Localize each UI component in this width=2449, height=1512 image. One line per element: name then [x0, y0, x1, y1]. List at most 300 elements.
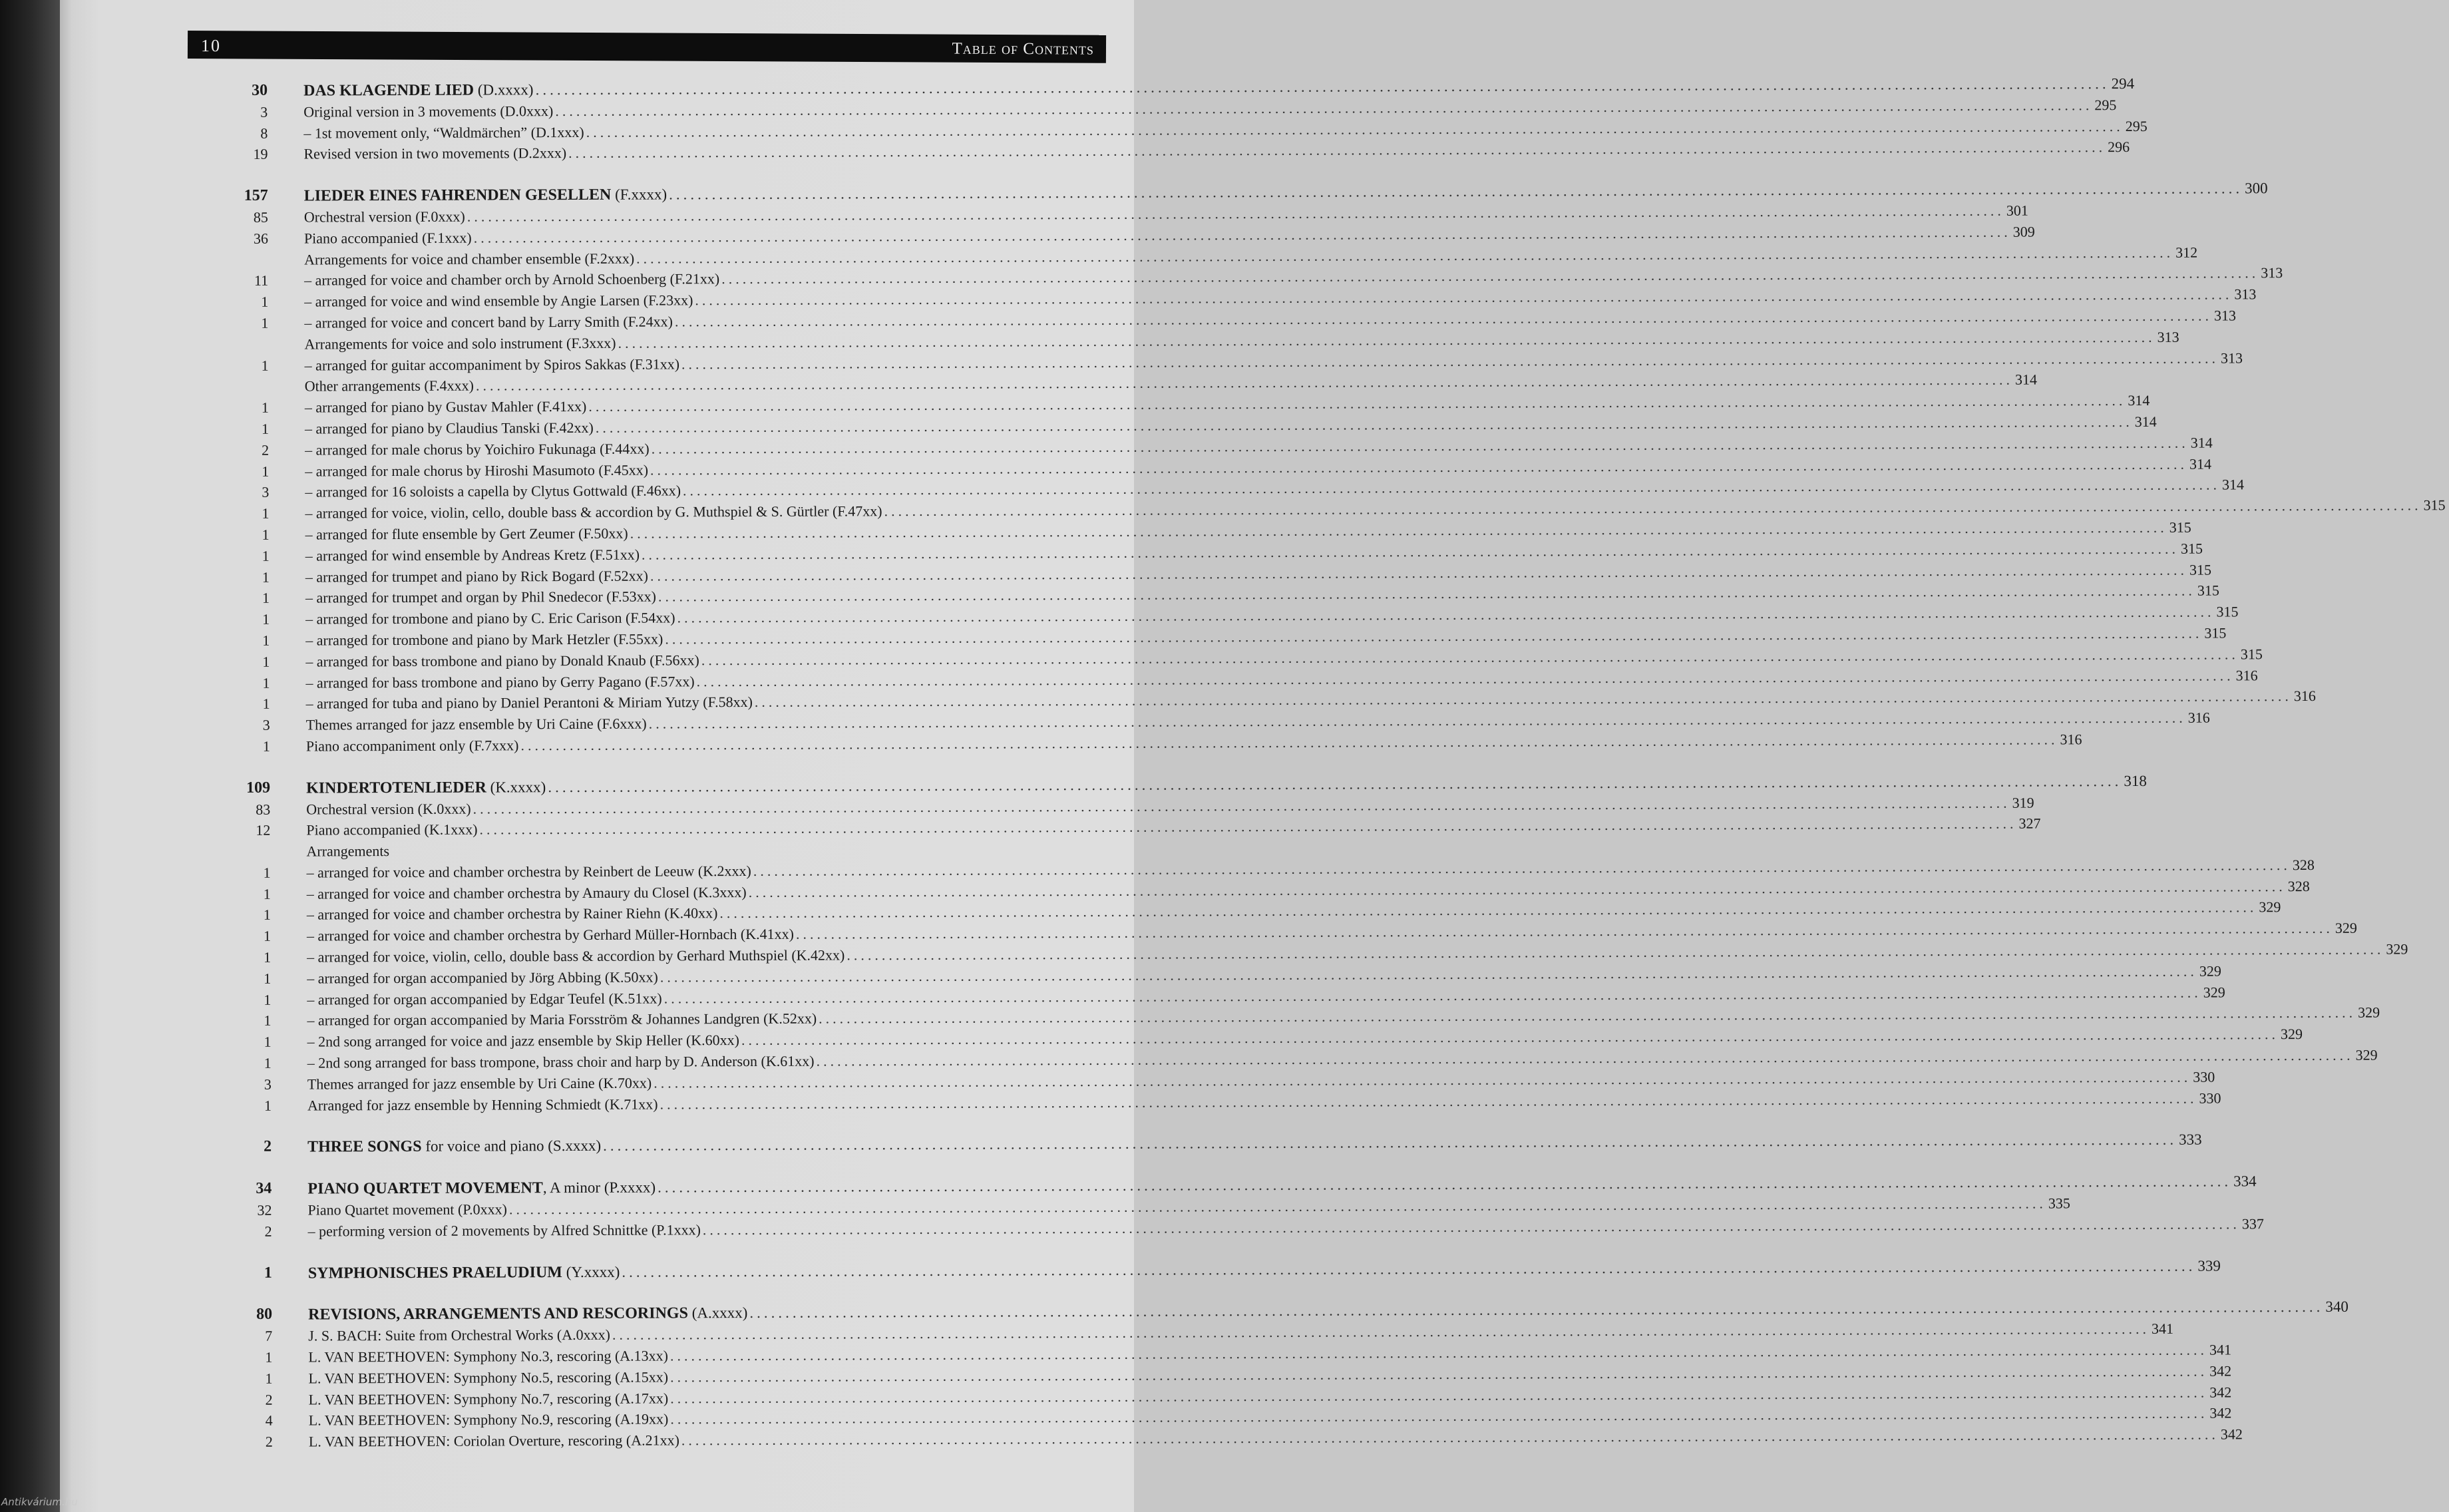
entry-count: 1 — [262, 632, 270, 649]
entry-line — [308, 1341, 2231, 1368]
toc-section-heading — [230, 1131, 2202, 1158]
entry-count: 2 — [265, 1433, 273, 1451]
dot-leader: ............................................................................................................................................................................................................................ — [555, 96, 2093, 119]
entry-line — [305, 561, 2211, 588]
entry-text — [307, 945, 845, 968]
dot-leader: ............................................................................................................................................................................................................................ — [654, 1068, 2191, 1091]
entry-description: Other arrangements (F.4xxx) — [304, 377, 474, 395]
entry-count: 1 — [264, 1012, 272, 1030]
dot-leader: ............................................................................................................................................................................................................................ — [650, 455, 2188, 478]
entry-line — [304, 413, 2157, 439]
entry-page-number: 314 — [2221, 476, 2245, 493]
entry-description: Piano accompanied (F.1xxx) — [303, 229, 472, 247]
entry-count: 1 — [262, 695, 270, 713]
entry-description: J. S. BACH: Suite from Orchestral Works (A.0xxx) — [308, 1326, 610, 1344]
toc-entry — [230, 940, 2408, 968]
dot-leader: ............................................................................................................................................................................................................................ — [603, 1131, 2177, 1155]
toc-entry — [227, 264, 2283, 291]
dot-leader: ............................................................................................................................................................................................................................ — [741, 1026, 2279, 1049]
entry-page-number: 313 — [2157, 328, 2179, 345]
entry-text — [304, 184, 667, 208]
entry-count: 1 — [262, 526, 270, 543]
entry-page-number: 329 — [2335, 919, 2357, 937]
entry-description: Arrangements for voice and solo instrument (F.3xxx) — [304, 334, 616, 353]
entry-description: Arrangements — [306, 843, 390, 860]
entry-page-number: 313 — [2220, 349, 2243, 367]
toc-entry — [230, 919, 2357, 947]
toc-entry — [230, 1046, 2378, 1073]
entry-text — [308, 1219, 701, 1242]
entry-text — [309, 1409, 669, 1431]
entry-title: LIEDER EINES FAHRENDEN GESELLEN — [303, 186, 612, 205]
entry-text — [307, 1093, 658, 1116]
entry-text — [307, 1030, 739, 1052]
toc-entry — [228, 624, 2227, 651]
dot-leader: ............................................................................................................................................................................................................................ — [475, 371, 2014, 394]
entry-line — [305, 666, 2258, 693]
entry-line — [306, 877, 2310, 904]
dot-leader: ............................................................................................................................................................................................................................ — [467, 202, 2004, 225]
entry-line — [303, 96, 2117, 122]
dot-leader: ............................................................................................................................................................................................................................ — [670, 1405, 2208, 1427]
dot-leader: ............................................................................................................................................................................................................................ — [753, 856, 2291, 879]
toc-entry — [229, 794, 2034, 820]
entry-count: 109 — [246, 779, 271, 797]
entry-text — [304, 289, 693, 312]
entry-text — [308, 1302, 747, 1326]
toc-entry — [227, 307, 2236, 333]
section-gap — [230, 1113, 1043, 1137]
entry-line — [304, 349, 2243, 376]
entry-count: 1 — [262, 674, 270, 691]
entry-count: 34 — [256, 1179, 272, 1198]
dot-leader: ............................................................................................................................................................................................................................ — [568, 138, 2106, 162]
dot-leader: ............................................................................................................................................................................................................................ — [819, 1004, 2356, 1028]
entry-page-number: 312 — [2175, 244, 2198, 261]
entry-line — [307, 1004, 2380, 1032]
toc-section-heading — [230, 1173, 2257, 1200]
toc-section-heading — [231, 1298, 2349, 1326]
entry-page-number: 330 — [2193, 1068, 2215, 1085]
toc-entry — [229, 815, 2041, 841]
entry-page-number: 339 — [2197, 1257, 2221, 1274]
entry-text — [304, 206, 465, 228]
entry-count: 2 — [264, 1138, 272, 1156]
entry-line — [305, 709, 2210, 735]
entry-page-number: 315 — [2204, 624, 2227, 642]
entry-text — [305, 608, 675, 630]
entry-text — [307, 1135, 601, 1158]
toc-entry — [232, 1384, 2232, 1410]
toc-entry — [229, 838, 1042, 862]
entry-text — [306, 777, 546, 799]
entry-text — [306, 798, 471, 820]
dot-leader: ............................................................................................................................................................................................................................ — [682, 476, 2221, 499]
entry-description: – 2nd song arranged for bass trompone, brass choir and harp by D. Anderson (K.61xx) — [307, 1052, 815, 1071]
entry-text — [307, 1072, 652, 1095]
entry-text — [307, 924, 794, 947]
entry-page-number: 319 — [2012, 794, 2034, 811]
entry-text — [307, 1051, 815, 1074]
entry-text — [307, 966, 658, 989]
toc-entry — [231, 1362, 2232, 1389]
entry-line — [307, 1131, 2202, 1159]
entry-line — [306, 815, 2041, 841]
entry-count: 1 — [265, 1370, 273, 1387]
entry-description: – arranged for male chorus by Hiroshi Masumoto (F.45xx) — [305, 461, 649, 480]
entry-text — [305, 671, 694, 693]
dot-leader: ............................................................................................................................................................................................................................ — [648, 709, 2186, 732]
entry-description: – arranged for voice and chamber orchestra by Reinbert de Leeuw (K.2xxx) — [306, 862, 751, 881]
entry-page-number: 316 — [2235, 666, 2258, 683]
entry-page-number: 313 — [2261, 264, 2283, 282]
dot-leader: ............................................................................................................................................................................................................................ — [473, 223, 2011, 246]
entry-line — [304, 328, 2179, 355]
dot-leader: ............................................................................................................................................................................................................................ — [665, 624, 2203, 648]
entry-description: Orchestral version (F.0xxx) — [303, 208, 465, 226]
watermark: Antikvárium.hu — [1, 1496, 78, 1508]
entry-text — [304, 269, 719, 291]
entry-count: 83 — [256, 801, 271, 818]
entry-page-number: 341 — [2209, 1341, 2231, 1358]
dot-leader: ............................................................................................................................................................................................................................ — [669, 180, 2243, 203]
entry-page-number: 329 — [2203, 984, 2225, 1001]
toc-entry — [230, 984, 2225, 1010]
entry-text — [307, 1008, 817, 1032]
toc-entry — [231, 1215, 2264, 1242]
dot-leader: ............................................................................................................................................................................................................................ — [721, 264, 2259, 287]
toc-entry — [228, 561, 2211, 588]
entry-text — [305, 353, 679, 376]
toc-entry — [230, 898, 2281, 926]
entry-page-number: 300 — [2245, 180, 2268, 197]
entry-count: 1 — [264, 1097, 272, 1114]
entry-page-number: 314 — [2134, 413, 2157, 430]
book-spine — [0, 0, 60, 1512]
entry-text — [306, 713, 647, 736]
entry-page-number: 330 — [2199, 1089, 2221, 1107]
entry-line — [307, 1026, 2303, 1053]
dot-leader: ............................................................................................................................................................................................................................ — [630, 518, 2167, 542]
toc-entry — [228, 392, 2150, 418]
dot-leader: ............................................................................................................................................................................................................................ — [719, 898, 2257, 922]
entry-description: – arranged for trumpet and organ by Phil Snedecor (F.53xx) — [305, 588, 656, 606]
dot-leader: ............................................................................................................................................................................................................................ — [681, 349, 2219, 372]
entry-text — [307, 882, 747, 904]
entry-text — [305, 500, 882, 524]
entry-line — [308, 1384, 2232, 1410]
entry-count: 12 — [256, 822, 271, 839]
entry-count: 1 — [264, 948, 272, 966]
toc-entry — [228, 476, 2245, 503]
entry-page-number: 315 — [2180, 540, 2203, 557]
dot-leader: ............................................................................................................................................................................................................................ — [674, 307, 2212, 330]
entry-line — [307, 962, 2221, 989]
entry-description: – arranged for voice, violin, cello, double bass & accordion by G. Muthspiel & S. Gürtler (F.47xx) — [305, 502, 882, 522]
toc-entry — [230, 1026, 2303, 1053]
entry-description: – arranged for organ accompanied by Maria Forsström & Johannes Landgren (K.52xx) — [307, 1010, 817, 1030]
toc-section-heading — [231, 1257, 2221, 1284]
entry-line — [305, 496, 2446, 524]
dot-leader: ............................................................................................................................................................................................................................ — [650, 561, 2188, 584]
entry-text — [307, 860, 751, 883]
toc-entry — [232, 1404, 2232, 1431]
toc-entry — [230, 877, 2310, 904]
table-of-contents — [226, 75, 2446, 1453]
entry-page-number: 314 — [2190, 434, 2213, 451]
toc-entry — [229, 687, 2316, 715]
entry-text — [305, 523, 628, 546]
toc-entry — [227, 223, 2035, 249]
entry-count: 2 — [264, 1223, 272, 1240]
entry-count: 36 — [253, 230, 268, 247]
entry-line — [304, 307, 2236, 333]
entry-description: – arranged for piano by Claudius Tanski (F.42xx) — [304, 419, 594, 437]
section-gap — [226, 162, 1039, 186]
entry-count: 2 — [262, 441, 270, 459]
entry-page-number: 329 — [2199, 962, 2221, 980]
entry-page-number: 342 — [2220, 1425, 2243, 1443]
entry-description: – arranged for guitar accompaniment by Spiros Sakkas (F.31xx) — [304, 355, 680, 374]
entry-description: L. VAN BEETHOVEN: Coriolan Overture, rescoring (A.21xx) — [308, 1431, 679, 1450]
entry-text — [305, 417, 594, 439]
entry-line — [307, 1089, 2221, 1116]
entry-page-number: 329 — [2386, 940, 2408, 958]
entry-line — [306, 838, 1042, 862]
toc-entry — [228, 666, 2258, 693]
entry-count: 7 — [265, 1327, 273, 1345]
entry-text — [309, 1430, 679, 1453]
entry-text — [305, 544, 640, 566]
dot-leader: ............................................................................................................................................................................................................................ — [749, 1298, 2324, 1322]
dot-leader: ............................................................................................................................................................................................................................ — [670, 1362, 2208, 1386]
entry-line — [308, 1404, 2232, 1431]
entry-page-number: 295 — [2094, 96, 2117, 114]
entry-description: – arranged for voice and concert band by Larry Smith (F.24xx) — [304, 313, 673, 331]
entry-line — [305, 476, 2245, 503]
entry-page-number: 316 — [2293, 687, 2316, 705]
entry-description: Piano accompanied (K.1xxx) — [306, 821, 478, 839]
entry-count: 3 — [262, 484, 270, 501]
entry-description: – arranged for organ accompanied by Jörg Abbing (K.50xx) — [307, 968, 658, 987]
entry-description: – arranged for trumpet and piano by Rick Bogard (F.52xx) — [305, 567, 649, 586]
dot-leader: ............................................................................................................................................................................................................................ — [636, 244, 2174, 267]
entry-page-number: 337 — [2241, 1215, 2264, 1232]
entry-count: 1 — [263, 864, 271, 881]
entry-count: 1 — [264, 1034, 272, 1051]
entry-count: 1 — [263, 928, 271, 945]
toc-entry — [230, 1068, 2215, 1095]
toc-entry — [226, 138, 2130, 165]
toc-entry — [228, 413, 2157, 439]
dot-leader: ............................................................................................................................................................................................................................ — [479, 815, 2017, 838]
entry-count: 4 — [265, 1412, 273, 1429]
entry-line — [303, 244, 2198, 270]
entry-page-number: 333 — [2179, 1131, 2202, 1149]
entry-count: 1 — [261, 293, 269, 310]
entry-line — [304, 392, 2150, 418]
entry-description: – arranged for trombone and piano by C. Eric Carison (F.54xx) — [305, 609, 675, 628]
entry-line — [304, 371, 2038, 397]
entry-count: 1 — [261, 420, 270, 437]
entry-text — [307, 1199, 507, 1221]
entry-description: – arranged for piano by Gustav Mahler (F.41xx) — [304, 398, 587, 416]
entry-description: , A minor (P.xxxx) — [542, 1179, 656, 1197]
entry-page-number: 309 — [2012, 223, 2035, 240]
entry-count: 1 — [261, 399, 269, 416]
toc-entry — [228, 518, 2191, 545]
dot-leader: ............................................................................................................................................................................................................................ — [595, 413, 2133, 436]
entry-line — [308, 1425, 2243, 1453]
entry-count: 8 — [260, 124, 268, 142]
entry-line — [307, 1195, 2070, 1221]
entry-line — [304, 264, 2283, 291]
entry-description: – arranged for bass trombone and piano by Donald Knaub (F.56xx) — [305, 651, 699, 670]
toc-entry — [228, 645, 2263, 672]
entry-description: L. VAN BEETHOVEN: Symphony No.9, rescoring (A.19xx) — [308, 1410, 669, 1429]
entry-title: DAS KLAGENDE LIED — [303, 81, 474, 100]
dot-leader: ............................................................................................................................................................................................................................ — [586, 117, 2124, 140]
entry-count: 1 — [262, 590, 270, 607]
entry-title: THREE SONGS — [307, 1138, 422, 1156]
dot-leader: ............................................................................................................................................................................................................................ — [695, 285, 2233, 309]
toc-entry — [230, 1004, 2380, 1032]
entry-description: – arranged for organ accompanied by Edgar Teufel (K.51xx) — [307, 990, 662, 1008]
entry-count: 1 — [262, 610, 270, 628]
entry-page-number: 328 — [2287, 877, 2310, 894]
dot-leader: ............................................................................................................................................................................................................................ — [520, 731, 2058, 754]
entry-line — [305, 582, 2219, 609]
entry-page-number: 313 — [2234, 285, 2257, 303]
toc-entry — [230, 1195, 2070, 1221]
entry-line — [307, 1068, 2215, 1095]
toc-entry — [228, 540, 2203, 566]
entry-description: – arranged for voice and chamber orchestra by Gerhard Müller-Hornbach (K.41xx) — [306, 926, 794, 944]
entry-page-number: 341 — [2151, 1320, 2173, 1338]
dot-leader: ............................................................................................................................................................................................................................ — [663, 984, 2201, 1007]
entry-page-number: 329 — [2358, 1004, 2380, 1022]
entry-text — [304, 311, 673, 333]
section-gap — [231, 1239, 1044, 1263]
entry-page-number: 335 — [2048, 1195, 2070, 1212]
entry-title: KINDERTOTENLIEDER — [306, 779, 486, 797]
dot-leader: ............................................................................................................................................................................................................................ — [508, 1195, 2046, 1218]
entry-count: 85 — [253, 208, 268, 226]
entry-description: Orchestral version (K.0xxx) — [306, 800, 471, 818]
entry-text — [306, 841, 389, 862]
section-gap — [231, 1281, 1044, 1305]
dot-leader: ............................................................................................................................................................................................................................ — [669, 1341, 2207, 1364]
toc-entry — [231, 1341, 2231, 1368]
entry-text — [305, 565, 648, 588]
toc-entry — [232, 1425, 2243, 1453]
entry-text — [304, 227, 472, 249]
dot-leader: ............................................................................................................................................................................................................................ — [795, 920, 2333, 943]
entry-description: – performing version of 2 movements by Alfred Schnittke (P.1xxx) — [307, 1221, 701, 1240]
entry-page-number: 295 — [2125, 117, 2148, 134]
dot-leader: ............................................................................................................................................................................................................................ — [816, 1046, 2354, 1069]
entry-text — [308, 1366, 668, 1389]
entry-line — [303, 138, 2130, 165]
entry-description: – arranged for voice and chamber orchestra by Amaury du Closel (K.3xxx) — [306, 883, 747, 902]
toc-entry — [226, 96, 2117, 122]
entry-text — [308, 1324, 610, 1347]
entry-text — [306, 691, 753, 714]
entry-description: – arranged for voice and chamber orchestra by Rainer Riehn (K.40xx) — [306, 904, 718, 924]
toc-section-heading — [226, 75, 2135, 101]
entry-line — [308, 1362, 2232, 1389]
entry-page-number: 315 — [2423, 496, 2446, 514]
dot-leader: ............................................................................................................................................................................................................................ — [622, 1257, 2196, 1280]
entry-count: 30 — [252, 81, 268, 99]
entry-description: (A.xxxx) — [687, 1304, 748, 1322]
toc-entry — [230, 1089, 2221, 1116]
entry-description: (K.xxxx) — [486, 778, 546, 796]
entry-page-number: 328 — [2292, 856, 2315, 873]
entry-count: 1 — [263, 906, 271, 924]
entry-description: (D.xxxx) — [474, 81, 534, 98]
entry-description: for voice and piano (S.xxxx) — [421, 1137, 602, 1155]
entry-description: Piano accompaniment only (F.7xxx) — [305, 737, 519, 755]
entry-line — [306, 898, 2281, 926]
dot-leader: ............................................................................................................................................................................................................................ — [702, 1215, 2240, 1238]
entry-text — [305, 396, 587, 418]
toc-entry — [227, 244, 2198, 270]
entry-line — [306, 794, 2034, 820]
entry-page-number: 315 — [2240, 645, 2263, 663]
entry-text — [305, 459, 648, 482]
entry-count: 1 — [264, 1054, 272, 1071]
entry-page-number: 313 — [2213, 307, 2236, 324]
toc-entry — [227, 328, 2179, 355]
toc-entry — [228, 455, 2212, 482]
entry-page-number: 301 — [2006, 202, 2028, 219]
entry-title: PIANO QUARTET MOVEMENT — [307, 1179, 543, 1198]
dot-leader: ............................................................................................................................................................................................................................ — [618, 328, 2156, 351]
toc-entry — [230, 856, 2315, 883]
toc-entry — [228, 496, 2446, 524]
entry-description: Arrangements for voice and chamber ensemble (F.2xxx) — [303, 250, 635, 268]
page-number: 10 — [200, 36, 222, 56]
entry-count: 1 — [262, 737, 270, 755]
toc-entry — [228, 582, 2219, 609]
entry-count: 1 — [264, 991, 272, 1008]
dot-leader: ............................................................................................................................................................................................................................ — [748, 877, 2286, 900]
entry-line — [303, 117, 2148, 144]
entry-page-number: 340 — [2325, 1298, 2349, 1316]
entry-line — [307, 1215, 2264, 1242]
entry-page-number: 342 — [2209, 1362, 2232, 1380]
dot-leader: ............................................................................................................................................................................................................................ — [658, 582, 2195, 605]
entry-description: – 2nd song arranged for voice and jazz ensemble by Skip Heller (K.60xx) — [307, 1032, 740, 1050]
entry-line — [304, 285, 2257, 312]
entry-description: Themes arranged for jazz ensemble by Uri Caine (K.70xx) — [307, 1074, 652, 1093]
entry-title: REVISIONS, ARRANGEMENTS AND RESCORINGS — [308, 1304, 688, 1324]
entry-text — [306, 819, 477, 841]
dot-leader: ............................................................................................................................................................................................................................ — [681, 1425, 2219, 1449]
entry-line — [305, 455, 2212, 482]
entry-count: 3 — [262, 716, 270, 733]
entry-text — [305, 650, 699, 672]
dot-leader: ............................................................................................................................................................................................................................ — [535, 75, 2110, 98]
entry-line — [306, 919, 2357, 947]
entry-line — [305, 434, 2213, 461]
entry-text — [309, 1388, 669, 1410]
page-header — [188, 31, 1106, 63]
dot-leader: ............................................................................................................................................................................................................................ — [884, 496, 2422, 520]
entry-text — [308, 1345, 668, 1368]
entry-description: – arranged for 16 soloists a capella by Clytus Gottwald (F.46xx) — [305, 482, 681, 500]
